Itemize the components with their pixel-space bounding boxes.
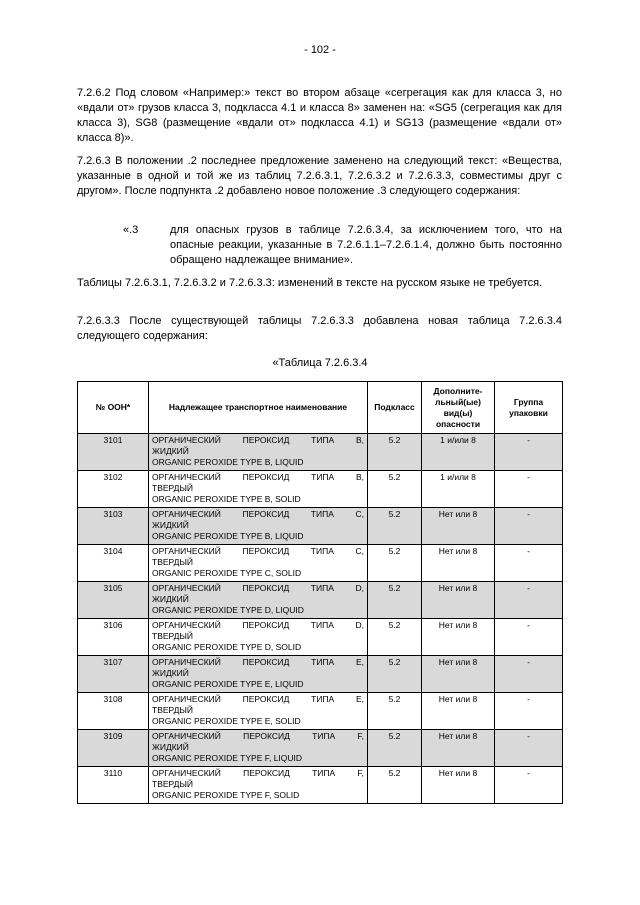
cell-packing-group: - (495, 730, 563, 767)
shipping-name-line3: ORGANIC PEROXIDE TYPE E, LIQUID (152, 679, 304, 689)
header-shipping-name: Надлежащее транспортное наименование (149, 382, 368, 434)
shipping-name-line1: ОРГАНИЧЕСКИЙ ПЕРОКСИД ТИПА D, (152, 583, 364, 593)
table-header-row (78, 382, 563, 434)
cell-subclass: 5.2 (368, 767, 422, 804)
cell-additional-risk: Нет или 8 (422, 508, 495, 545)
cell-packing-group: - (495, 471, 563, 508)
shipping-name-line3: ORGANIC PEROXIDE TYPE F, LIQUID (152, 753, 303, 763)
cell-un-number: 3102 (78, 471, 149, 508)
shipping-name-line3: ORGANIC PEROXIDE TYPE B, SOLID (152, 494, 301, 504)
table-row (78, 693, 563, 730)
shipping-name-line2: ТВЕРДЫЙ (152, 483, 194, 493)
cell-additional-risk: Нет или 8 (422, 545, 495, 582)
cell-subclass: 5.2 (368, 582, 422, 619)
shipping-name-line3: ORGANIC PEROXIDE TYPE E, SOLID (152, 716, 301, 726)
table-row (78, 730, 563, 767)
table-row (78, 471, 563, 508)
cell-shipping-name (149, 693, 368, 730)
table-row (78, 656, 563, 693)
cell-packing-group: - (495, 656, 563, 693)
header-additional-risk: Дополните-льный(ые) вид(ы) опасности (422, 382, 495, 434)
cell-un-number: 3105 (78, 582, 149, 619)
header-packing-group: Группа упаковки (495, 382, 563, 434)
shipping-name-line1: ОРГАНИЧЕСКИЙ ПЕРОКСИД ТИПА В, (152, 435, 364, 445)
cell-subclass: 5.2 (368, 656, 422, 693)
cell-additional-risk: Нет или 8 (422, 767, 495, 804)
table-row (78, 582, 563, 619)
cell-subclass: 5.2 (368, 508, 422, 545)
shipping-name-line2: ТВЕРДЫЙ (152, 631, 194, 641)
cell-packing-group: - (495, 693, 563, 730)
cell-packing-group: - (495, 545, 563, 582)
cell-subclass: 5.2 (368, 730, 422, 767)
shipping-name-line2: ЖИДКИЙ (152, 520, 189, 530)
cell-shipping-name (149, 434, 368, 471)
cell-subclass: 5.2 (368, 471, 422, 508)
shipping-name-line1: ОРГАНИЧЕСКИЙ ПЕРОКСИД ТИПА С, (152, 509, 364, 519)
cell-shipping-name (149, 471, 368, 508)
shipping-name-line2: ТВЕРДЫЙ (152, 779, 194, 789)
cell-packing-group: - (495, 582, 563, 619)
shipping-name-line2: ЖИДКИЙ (152, 446, 189, 456)
cell-shipping-name (149, 619, 368, 656)
table-row (78, 767, 563, 804)
cell-un-number: 3106 (78, 619, 149, 656)
shipping-name-line2: ТВЕРДЫЙ (152, 557, 194, 567)
cell-shipping-name (149, 767, 368, 804)
list-item-text: для опасных грузов в таблице 7.2.6.3.4, за исключением того, что на опасные реакции, указанные в 7.2.6.1.1–7.2.6.1.4, должно быть постоянно обращено надлежащее внимание». (170, 224, 562, 266)
cell-additional-risk: 1 и/или 8 (422, 471, 495, 508)
shipping-name-line3: ORGANIC PEROXIDE TYPE D, SOLID (152, 642, 302, 652)
cell-additional-risk: Нет или 8 (422, 582, 495, 619)
cell-un-number: 3108 (78, 693, 149, 730)
table-row (78, 545, 563, 582)
cell-shipping-name (149, 545, 368, 582)
cell-un-number: 3109 (78, 730, 149, 767)
shipping-name-line2: ЖИДКИЙ (152, 742, 189, 752)
shipping-name-line1: ОРГАНИЧЕСКИЙ ПЕРОКСИД ТИПА Е, (152, 694, 364, 704)
shipping-name-line1: ОРГАНИЧЕСКИЙ ПЕРОКСИД ТИПА Е, (152, 657, 364, 667)
cell-packing-group: - (495, 767, 563, 804)
shipping-name-line1: ОРГАНИЧЕСКИЙ ПЕРОКСИД ТИПА D, (152, 620, 364, 630)
cell-un-number: 3103 (78, 508, 149, 545)
shipping-name-line2: ТВЕРДЫЙ (152, 705, 194, 715)
shipping-name-line3: ORGANIC PEROXIDE TYPE C, SOLID (152, 568, 302, 578)
paragraph-7-2-6-3-3: 7.2.6.3.3 После существующей таблицы 7.2.6.3.3 добавлена новая таблица 7.2.6.3.4 следующего содержания: (77, 315, 562, 342)
shipping-name-line1: ОРГАНИЧЕСКИЙ ПЕРОКСИД ТИПА С, (152, 546, 364, 556)
header-subclass: Подкласс (368, 382, 422, 434)
header-un-number: № ООН* (78, 382, 149, 434)
paragraph-7-2-6-3: 7.2.6.3 В положении .2 последнее предложение заменено на следующий текст: «Вещества, указанные в одной и той же из таблиц 7.2.6.3.1, 7.2.6.3.2 и 7.2.6.3.3, совместимы друг с другом». После подпункта .2 добавлено новое положение .3 следующего содержания: (77, 155, 562, 197)
list-item-marker: «.3 (123, 224, 139, 236)
table-row (78, 619, 563, 656)
shipping-name-line1: ОРГАНИЧЕСКИЙ ПЕРОКСИД ТИПА F, (152, 768, 364, 778)
cell-subclass: 5.2 (368, 434, 422, 471)
cell-additional-risk: 1 и/или 8 (422, 434, 495, 471)
cell-shipping-name (149, 730, 368, 767)
cell-shipping-name (149, 582, 368, 619)
shipping-name-line1: ОРГАНИЧЕСКИЙ ПЕРОКСИД ТИПА F, (152, 731, 364, 741)
shipping-name-line3: ORGANIC PEROXIDE TYPE F, SOLID (152, 790, 300, 800)
shipping-name-line2: ЖИДКИЙ (152, 594, 189, 604)
table-7-2-6-3-4 (77, 381, 563, 804)
cell-additional-risk: Нет или 8 (422, 619, 495, 656)
shipping-name-line2: ЖИДКИЙ (152, 668, 189, 678)
cell-shipping-name (149, 656, 368, 693)
cell-subclass: 5.2 (368, 693, 422, 730)
page-number: - 102 - (304, 44, 336, 56)
cell-additional-risk: Нет или 8 (422, 656, 495, 693)
cell-subclass: 5.2 (368, 619, 422, 656)
table-row (78, 434, 563, 471)
cell-packing-group: - (495, 508, 563, 545)
cell-packing-group: - (495, 619, 563, 656)
cell-additional-risk: Нет или 8 (422, 693, 495, 730)
cell-un-number: 3107 (78, 656, 149, 693)
table-caption: «Таблица 7.2.6.3.4 (272, 357, 368, 369)
shipping-name-line3: ORGANIC PEROXIDE TYPE B, LIQUID (152, 457, 304, 467)
shipping-name-line3: ORGANIC PEROXIDE TYPE D, LIQUID (152, 605, 304, 615)
table-row (78, 508, 563, 545)
paragraph-tables-note: Таблицы 7.2.6.3.1, 7.2.6.3.2 и 7.2.6.3.3: изменений в тексте на русском языке не требуется. (77, 277, 543, 289)
cell-packing-group: - (495, 434, 563, 471)
cell-un-number: 3101 (78, 434, 149, 471)
shipping-name-line3: ORGANIC PEROXIDE TYPE B, LIQUID (152, 531, 304, 541)
paragraph-7-2-6-2: 7.2.6.2 Под словом «Например:» текст во втором абзаце «сегрегация как для класса 3, но «вдали от» грузов класса 3, подкласса 4.1 и класса 8» заменен на: «SG5 (сегрегация как для класса 3), SG8 (размещение «вдали от» подкласса 4.1) и SG13 (размещение «вдали от» класса 8)». (77, 87, 562, 144)
cell-subclass: 5.2 (368, 545, 422, 582)
cell-un-number: 3110 (78, 767, 149, 804)
cell-shipping-name (149, 508, 368, 545)
cell-additional-risk: Нет или 8 (422, 730, 495, 767)
shipping-name-line1: ОРГАНИЧЕСКИЙ ПЕРОКСИД ТИПА В, (152, 472, 364, 482)
cell-un-number: 3104 (78, 545, 149, 582)
